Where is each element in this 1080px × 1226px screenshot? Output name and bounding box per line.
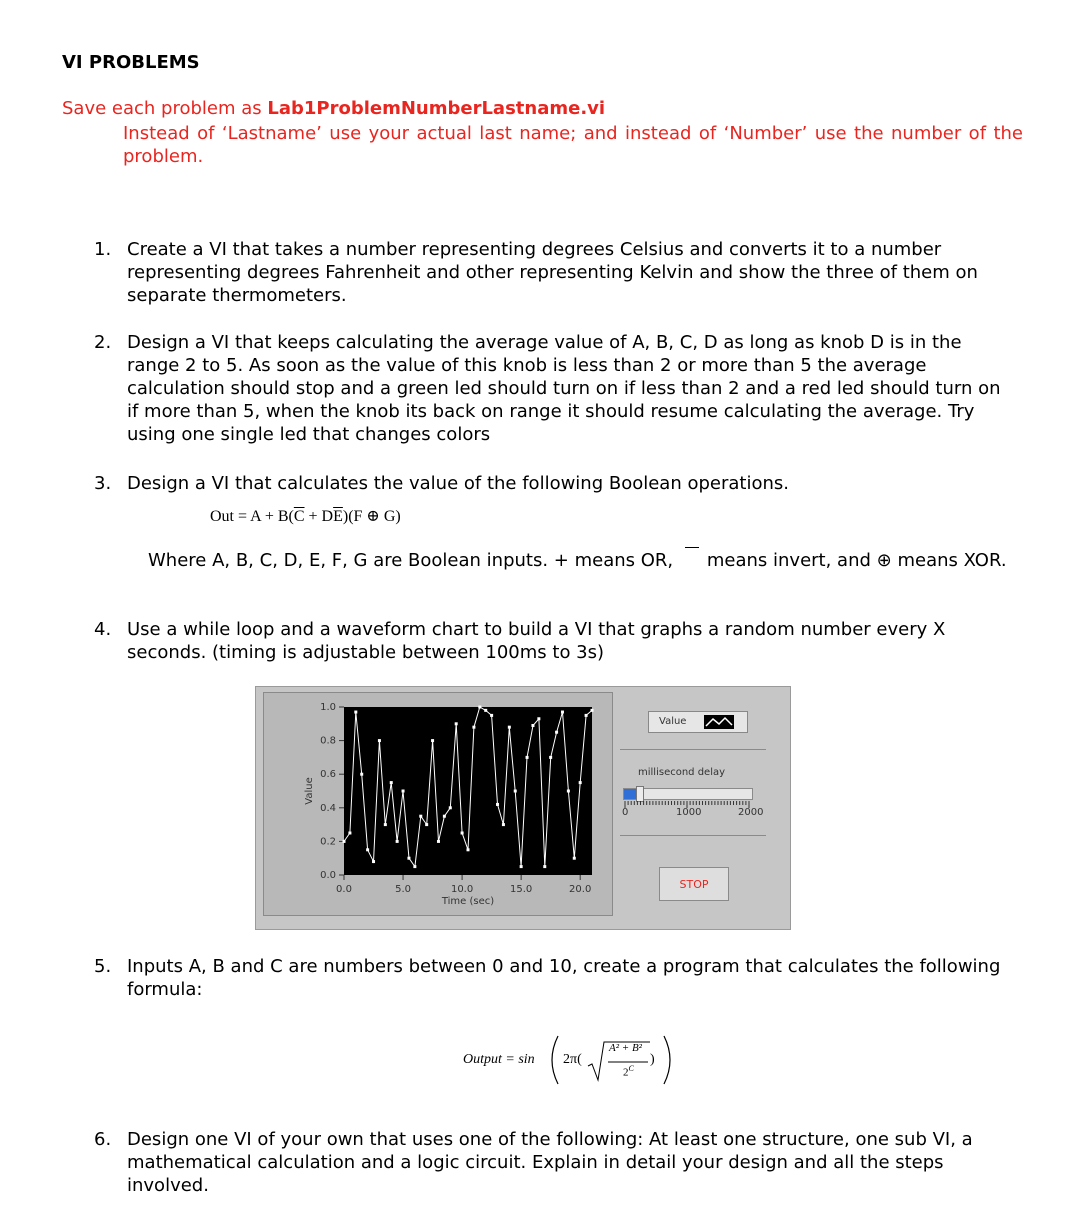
problem-number: 4. bbox=[94, 619, 112, 640]
stop-button[interactable]: STOP bbox=[659, 867, 729, 901]
data-point bbox=[555, 731, 558, 734]
waveform-chart-frame bbox=[263, 692, 613, 916]
overline-symbol bbox=[685, 547, 699, 548]
value-legend-label: Value bbox=[659, 716, 687, 727]
data-point bbox=[526, 756, 529, 759]
problem-number: 2. bbox=[94, 332, 112, 353]
x-tick-label: 5.0 bbox=[395, 884, 412, 895]
data-point bbox=[520, 865, 523, 868]
data-point bbox=[443, 815, 446, 818]
data-point bbox=[484, 709, 487, 712]
page-title: VI PROBLEMS bbox=[62, 52, 200, 73]
data-point bbox=[413, 865, 416, 868]
divider bbox=[620, 749, 766, 750]
data-point bbox=[354, 711, 357, 714]
data-point bbox=[531, 724, 534, 727]
data-point bbox=[573, 857, 576, 860]
data-point bbox=[549, 756, 552, 759]
data-point bbox=[384, 823, 387, 826]
x-tick-label: 15.0 bbox=[510, 884, 533, 895]
filename: Lab1ProblemNumberLastname.vi bbox=[267, 98, 606, 119]
data-point bbox=[472, 726, 475, 729]
problem-text: Inputs A, B and C are numbers between 0 and 10, create a program that calculates the following formula: bbox=[127, 956, 1001, 1000]
sine-formula: Output = sin 2π( A² + B² $2^C$ ) bbox=[463, 1030, 693, 1090]
data-point bbox=[496, 803, 499, 806]
x-tick-label: 10.0 bbox=[450, 884, 474, 895]
problem-text: Design one VI of your own that uses one of the following: At least one structure, one sub VI, a mathematical calculation and a logic circuit. Explain in detail your design and all the steps involved. bbox=[127, 1129, 973, 1196]
delay-slider[interactable] bbox=[623, 788, 753, 800]
data-point bbox=[514, 790, 517, 793]
data-point bbox=[407, 857, 410, 860]
data-point bbox=[348, 832, 351, 835]
data-point bbox=[366, 848, 369, 851]
data-point bbox=[579, 781, 582, 784]
boolean-formula: Out = $A + B(\overline{C} + D\overline{E})(F$ ⊕ G) bbox=[210, 508, 401, 525]
problem-text: Design a VI that keeps calculating the average value of A, B, C, D as long as knob D is in the range 2 to 5. As soon as the value of this knob is less than 2 or more than 5 the average calculation should stop and a green led should turn on if less than 2 and a red led should turn on if more than 5, when the knob its back on range it should resume calculating the average. Try using one single led that changes colors bbox=[127, 332, 1001, 445]
data-point bbox=[585, 714, 588, 717]
slider-thumb[interactable] bbox=[636, 786, 644, 802]
divider bbox=[620, 835, 766, 836]
x-tick-label: 0.0 bbox=[336, 884, 352, 895]
data-point bbox=[372, 860, 375, 863]
slider-tick-label: 0 bbox=[622, 807, 629, 818]
save-instruction: Save each problem as Lab1ProblemNumberLastname.vi bbox=[62, 98, 606, 119]
y-tick-label: 1.0 bbox=[320, 702, 336, 713]
data-point bbox=[419, 815, 422, 818]
problem-number: 6. bbox=[94, 1129, 112, 1150]
data-point bbox=[561, 711, 564, 714]
data-point bbox=[455, 722, 458, 725]
y-tick-label: 0.6 bbox=[320, 769, 336, 781]
problem-number: 5. bbox=[94, 956, 112, 977]
y-tick-label: 0.4 bbox=[320, 802, 336, 814]
data-point bbox=[543, 865, 546, 868]
x-tick-label: 20.0 bbox=[569, 884, 592, 895]
data-point bbox=[508, 726, 511, 729]
data-point bbox=[537, 717, 540, 720]
data-point bbox=[425, 823, 428, 826]
problem-number: 1. bbox=[94, 239, 112, 260]
data-point bbox=[502, 823, 505, 826]
y-axis-label: Value bbox=[304, 777, 315, 805]
data-point bbox=[402, 790, 405, 793]
legend-plot-icon bbox=[704, 715, 734, 729]
waveform-chart bbox=[264, 693, 614, 917]
data-point bbox=[378, 739, 381, 742]
labview-front-panel bbox=[255, 686, 791, 930]
data-point bbox=[567, 790, 570, 793]
problem-text: Create a VI that takes a number representing degrees Celsius and converts it to a number representing degrees Fahrenheit and other representing Kelvin and show the three of them on separate thermometers. bbox=[127, 239, 978, 306]
problem-text: Use a while loop and a waveform chart to build a VI that graphs a random number every X seconds. (timing is adjustable between 100ms to 3s) bbox=[127, 619, 946, 663]
problem-number: 3. bbox=[94, 473, 112, 494]
data-point bbox=[461, 832, 464, 835]
data-point bbox=[478, 706, 481, 709]
slider-tick-label: 2000 bbox=[738, 807, 764, 818]
boolean-legend: Where A, B, C, D, E, F, G are Boolean inputs. + means OR, means invert, and ⊕ means XOR. bbox=[148, 547, 1048, 571]
x-axis-label: Time (sec) bbox=[441, 896, 495, 907]
y-tick-label: 0.0 bbox=[320, 870, 336, 881]
slider-tick-label: 1000 bbox=[676, 807, 702, 818]
data-point bbox=[360, 773, 363, 776]
data-point bbox=[431, 739, 434, 742]
data-point bbox=[390, 781, 393, 784]
y-tick-label: 0.2 bbox=[320, 836, 336, 848]
data-point bbox=[467, 848, 470, 851]
data-point bbox=[437, 840, 440, 843]
data-point bbox=[343, 840, 346, 843]
problem-text: Design a VI that calculates the value of the following Boolean operations. bbox=[127, 473, 789, 494]
data-point bbox=[591, 709, 594, 712]
data-point bbox=[396, 840, 399, 843]
naming-instruction: Instead of ‘Lastname’ use your actual last name; and instead of ‘Number’ use the number of the problem. bbox=[123, 123, 1023, 167]
y-tick-label: 0.8 bbox=[320, 735, 336, 747]
slider-label: millisecond delay bbox=[638, 767, 726, 778]
value-legend bbox=[648, 711, 748, 733]
data-point bbox=[490, 714, 493, 717]
data-point bbox=[449, 806, 452, 809]
